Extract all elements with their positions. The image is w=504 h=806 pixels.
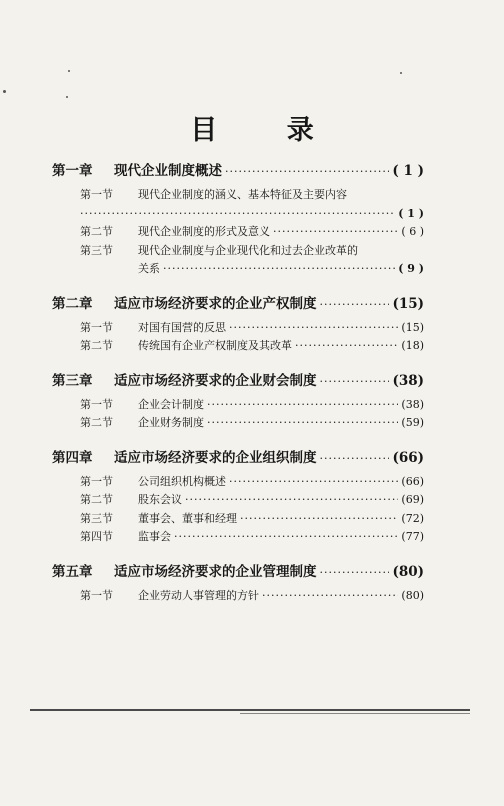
page-number: (72) (401, 511, 424, 525)
leader-dots (229, 319, 398, 338)
section-title: 董事会、董事和经理 (138, 511, 237, 525)
scan-speck (66, 96, 68, 98)
scan-speck (68, 70, 70, 72)
page-number: (80) (392, 563, 424, 580)
page-number: (38) (392, 372, 424, 389)
section-number: 第四节 (80, 530, 113, 543)
section-list (52, 473, 424, 547)
leader-dots (80, 205, 395, 224)
leader-dots (262, 587, 398, 606)
chapter-number: 第一章 (52, 163, 93, 179)
section-title: 公司组织机构概述 (138, 474, 226, 488)
leader-dots (320, 448, 390, 470)
section-number: 第二节 (80, 225, 113, 238)
section-title: 股东会议 (138, 493, 182, 506)
section-entry[interactable] (80, 473, 424, 492)
chapter-3 (52, 370, 424, 433)
section-entry[interactable] (80, 491, 424, 510)
page-number: (18) (401, 339, 424, 352)
page-number: ( 9 ) (398, 262, 424, 275)
page-number: (77) (401, 530, 424, 543)
page-number: (66) (392, 449, 424, 466)
leader-dots (320, 294, 390, 316)
table-of-contents (52, 160, 424, 619)
leader-dots (163, 260, 395, 279)
section-entry[interactable] (80, 223, 424, 242)
section-entry[interactable] (80, 319, 424, 338)
section-entry[interactable] (80, 337, 424, 356)
section-list (52, 587, 424, 606)
leader-dots (174, 528, 398, 547)
page-number: (15) (401, 320, 424, 334)
section-title-continued: 关系 (138, 262, 160, 275)
section-number: 第二节 (80, 493, 113, 506)
chapter-number: 第二章 (52, 295, 93, 312)
leader-dots (273, 223, 398, 242)
chapter-heading[interactable] (52, 370, 424, 392)
leader-dots (295, 337, 398, 356)
footer-rule (30, 709, 470, 711)
chapter-heading[interactable] (52, 293, 424, 315)
chapter-title: 适应市场经济要求的企业财会制度 (114, 372, 317, 389)
section-title: 传统国有企业产权制度及其改革 (138, 339, 292, 352)
section-entry[interactable] (80, 396, 424, 415)
section-title: 现代企业制度的涵义、基本特征及主要内容 (138, 188, 347, 201)
leader-dots (207, 414, 398, 433)
leader-dots (229, 473, 398, 492)
scan-speck (400, 72, 402, 74)
footer-rule-thin (240, 713, 470, 714)
leader-dots (320, 562, 390, 584)
section-number: 第三节 (80, 511, 113, 525)
section-number: 第一节 (80, 397, 113, 411)
chapter-title: 适应市场经济要求的企业管理制度 (114, 563, 317, 580)
leader-dots (320, 371, 390, 393)
section-list (52, 396, 424, 433)
chapter-title: 适应市场经济要求的企业组织制度 (114, 449, 317, 466)
chapter-number: 第四章 (52, 449, 93, 466)
section-list (52, 186, 424, 279)
chapter-title: 现代企业制度概述 (114, 163, 222, 179)
page-number: ( 1 ) (392, 163, 424, 179)
section-list (52, 319, 424, 356)
section-number: 第二节 (80, 339, 113, 352)
section-number: 第一节 (80, 188, 113, 201)
section-entry[interactable] (80, 414, 424, 433)
page-number: (80) (401, 588, 424, 602)
section-number: 第一节 (80, 474, 113, 488)
section-number: 第二节 (80, 416, 113, 429)
chapter-number: 第三章 (52, 372, 93, 389)
section-entry[interactable] (80, 510, 424, 529)
chapter-number: 第五章 (52, 563, 93, 580)
page-title: 目 录 (190, 115, 344, 146)
chapter-2 (52, 293, 424, 356)
chapter-heading[interactable] (52, 447, 424, 469)
page-number: (38) (401, 397, 424, 411)
chapter-heading[interactable] (52, 160, 424, 182)
page-number: (15) (392, 295, 424, 312)
section-title: 企业劳动人事管理的方针 (138, 588, 259, 602)
section-entry[interactable] (80, 587, 424, 606)
leader-dots (185, 491, 398, 510)
section-entry[interactable] (80, 528, 424, 547)
page-number: (69) (401, 493, 424, 506)
chapter-4 (52, 447, 424, 547)
section-title: 监事会 (138, 530, 171, 543)
section-number: 第一节 (80, 588, 113, 602)
section-number: 第一节 (80, 320, 113, 334)
chapter-heading[interactable] (52, 561, 424, 583)
section-title: 企业财务制度 (138, 416, 204, 429)
page-number: (59) (401, 416, 424, 429)
leader-dots (225, 161, 389, 183)
section-title: 企业会计制度 (138, 397, 204, 411)
page-number: ( 6 ) (401, 225, 424, 238)
leader-dots (207, 396, 398, 415)
chapter-1 (52, 160, 424, 279)
section-title: 对国有国营的反思 (138, 320, 226, 334)
section-title: 现代企业制度与企业现代化和过去企业改革的 (138, 243, 358, 257)
leader-dots (240, 510, 398, 529)
chapter-5 (52, 561, 424, 606)
section-number: 第三节 (80, 243, 113, 257)
page-number: ( 1 ) (398, 206, 424, 220)
chapter-title: 适应市场经济要求的企业产权制度 (114, 295, 317, 312)
section-entry[interactable] (80, 242, 424, 279)
section-entry[interactable] (80, 186, 424, 223)
scan-speck (3, 90, 6, 93)
section-title: 现代企业制度的形式及意义 (138, 225, 270, 238)
page-number: (66) (401, 474, 424, 488)
